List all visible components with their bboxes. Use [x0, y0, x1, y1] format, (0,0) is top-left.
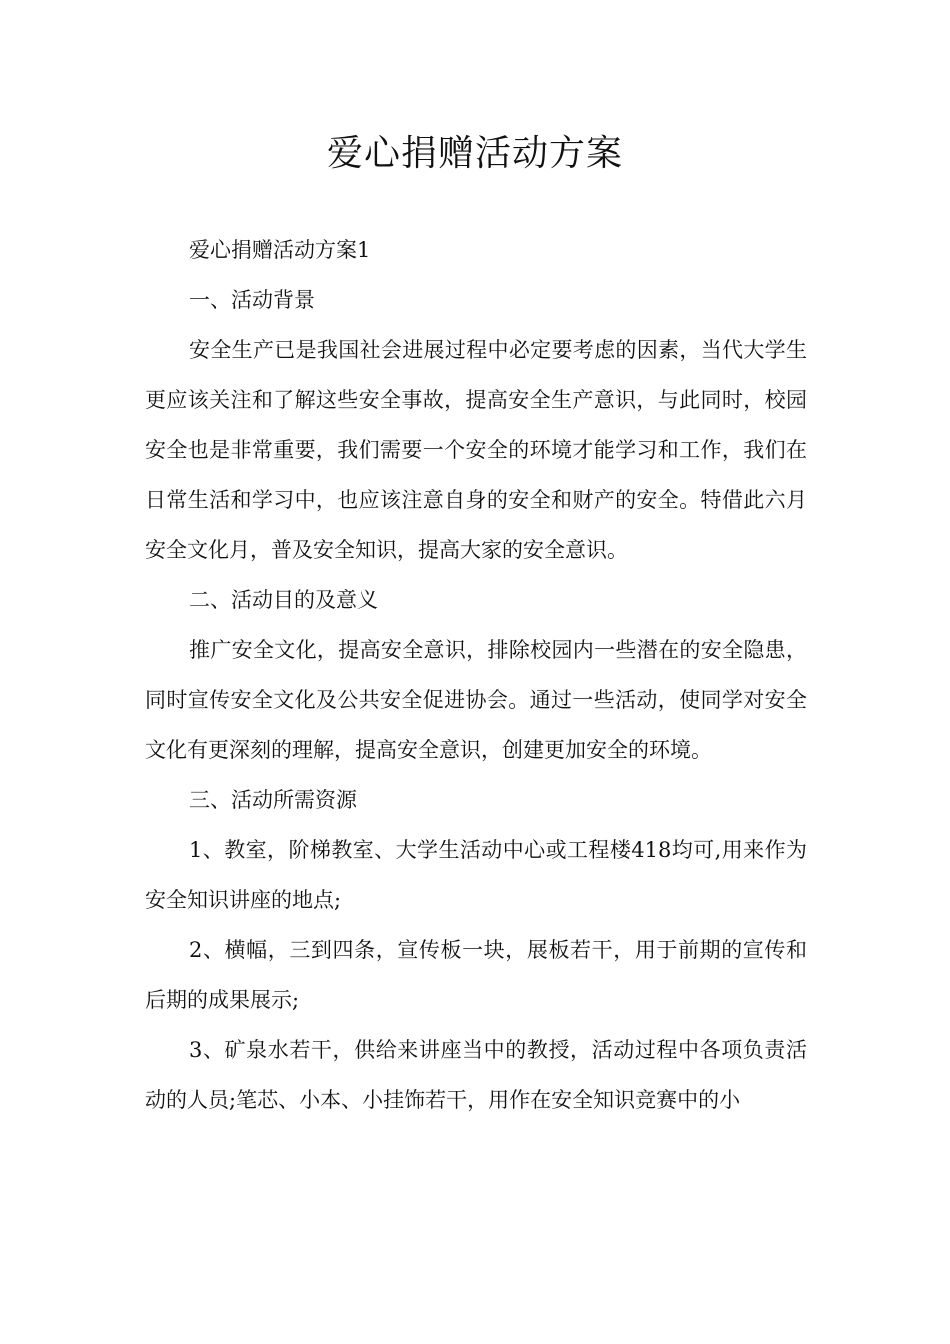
list-item: 3、矿泉水若干，供给来讲座当中的教授，活动过程中各项负责活动的人员;笔芯、小本、小挂饰若干，用作在安全知识竞赛中的小 [145, 1038, 807, 1112]
section-heading: 一、活动背景 [189, 288, 315, 312]
list-item: 2、横幅，三到四条，宣传板一块，展板若干，用于前期的宣传和后期的成果展示; [145, 938, 807, 1012]
section-heading: 二、活动目的及意义 [189, 588, 378, 612]
document-body [145, 225, 807, 1125]
document-title: 爱心捐赠活动方案 [326, 133, 623, 174]
section-heading: 三、活动所需资源 [189, 788, 357, 812]
section-heading: 爱心捐赠活动方案1 [189, 238, 371, 262]
list-item: 1、教室，阶梯教室、大学生活动中心或工程楼418均可,用来作为安全知识讲座的地点; [145, 838, 807, 912]
body-paragraph: 安全生产已是我国社会进展过程中必定要考虑的因素，当代大学生更应该关注和了解这些安全事故，提高安全生产意识，与此同时，校园安全也是非常重要，我们需要一个安全的环境才能学习和工作，我们在日常生活和学习中，也应该注意自身的安全和财产的安全。特借此六月安全文化月，普及安全知识，提高大家的安全意识。 [145, 338, 807, 562]
body-paragraph: 推广安全文化，提高安全意识，排除校园内一些潜在的安全隐患，同时宣传安全文化及公共安全促进协会。通过一些活动，使同学对安全文化有更深刻的理解，提高安全意识，创建更加安全的环境。 [145, 638, 807, 762]
